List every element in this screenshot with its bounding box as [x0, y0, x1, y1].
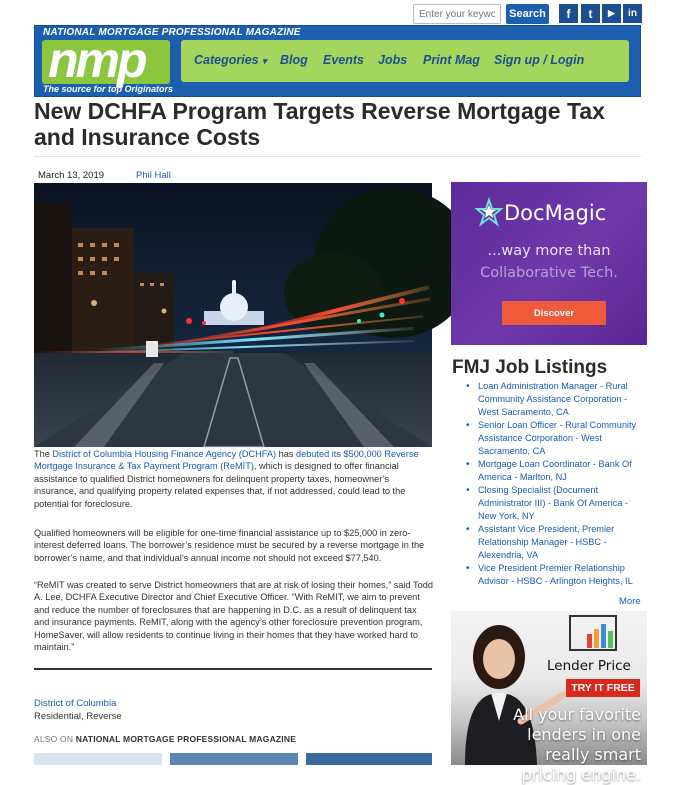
article-categories: Residential, Reverse: [34, 711, 122, 722]
nav-jobs[interactable]: Jobs: [378, 53, 408, 67]
related-thumb[interactable]: [306, 753, 432, 765]
remit-program-link[interactable]: debuted its $500,000 Reverse Mortgage Insurance & Tax Payment Program (ReMIT): [34, 449, 419, 472]
docmagic-line2: Collaborative Tech.: [480, 265, 618, 281]
tag-district-of-columbia[interactable]: District of Columbia: [34, 698, 117, 709]
magazine-name: NATIONAL MORTGAGE PROFESSIONAL MAGAZINE: [43, 27, 301, 38]
job-listings: [466, 380, 644, 588]
article-author-link[interactable]: Phil Hall: [136, 170, 171, 181]
site-logo[interactable]: [42, 32, 170, 88]
site-header: [34, 25, 641, 97]
search-input[interactable]: [413, 4, 501, 24]
divider: [34, 156, 641, 157]
facebook-icon[interactable]: f: [559, 4, 578, 23]
docmagic-line1: ...way more than: [487, 243, 611, 259]
nav-print-mag[interactable]: Print Mag: [423, 53, 480, 67]
tagline: The source for top Originators: [43, 84, 174, 94]
nav-events[interactable]: Events: [323, 53, 364, 67]
article-end-rule: [34, 668, 432, 670]
try-it-free-button[interactable]: TRY IT FREE: [566, 679, 640, 697]
nav-categories[interactable]: Categories ▾: [194, 53, 267, 67]
also-on-heading: ALSO ON NATIONAL MORTGAGE PROFESSIONAL MAGAZINE: [34, 734, 297, 744]
job-listings-title: FMJ Job Listings: [452, 357, 608, 378]
related-thumb[interactable]: [34, 753, 162, 765]
docmagic-star-icon: [476, 199, 502, 225]
docmagic-logo: DocMagic: [504, 201, 607, 225]
twitter-icon[interactable]: t: [581, 4, 600, 23]
job-listing-item[interactable]: • Closing Specialist (Document Administrator III) - Bank Of America - New York, NY: [466, 484, 644, 523]
logo-text: nmp: [48, 32, 145, 88]
article-hero-image: [34, 183, 432, 447]
job-listing-item[interactable]: • Mortgage Loan Coordinator - Bank Of America - Marlton, NJ: [466, 458, 644, 484]
linkedin-icon[interactable]: in: [623, 4, 642, 23]
nav-signup-login[interactable]: Sign up / Login: [494, 53, 585, 67]
article-paragraph-3: “ReMIT was created to serve District homeowners that are at risk of losing their homes,” said Todd A. Lee, DCHFA Executive Director and Chief Executive Officer. “With ReMIT, we aim to prevent and reduce the number of foreclosures that are happening in D.C. as a result of delinquent tax and insurance payments. ReMIT, along with the agency’s other foreclosure prevention program, HomeSaver, will allow residents to continue living in their homes that they have worked hard to maintain.”: [34, 580, 433, 653]
chevron-down-icon: ▾: [262, 56, 267, 66]
article-date: March 13, 2019: [38, 170, 105, 181]
docmagic-ad[interactable]: [451, 182, 647, 345]
lender-price-logo: Lender Price: [547, 658, 631, 674]
main-nav: [181, 40, 629, 82]
top-bar: [0, 3, 675, 25]
article-paragraph-2: Qualified homeowners will be eligible for one-time financial assistance up to $25,000 in zero-interest deferred loans. The borrower’s residence must be secured by a reverse mortgage in the borrower’s name, and that individual’s annual income not should not exceed $77,540.: [34, 528, 425, 563]
docmagic-discover-button[interactable]: Discover: [502, 301, 606, 325]
job-listings-more-link[interactable]: More: [619, 596, 641, 607]
lender-price-copy: All your favorite lenders in one really smart pricing engine.: [513, 705, 641, 784]
job-listing-item[interactable]: • Vice President Premier Relationship Advisor - HSBC - Arlington Heights, IL: [466, 562, 644, 588]
article-paragraph-1: The District of Columbia Housing Finance Agency (DCHFA) has debuted its $500,000 Reverse Mortgage Insurance & Tax Payment Program (ReMIT), which is designed to offer financial assistance to qualified District homeowners for delinquent property taxes, homeowner’s insurance, and qualifying property related expenses that, if not addressed, could lead to the potential for foreclosure.: [34, 449, 419, 509]
lender-price-ad[interactable]: [451, 611, 647, 784]
article-headline: New DCHFA Program Targets Reverse Mortgage Tax and Insurance Costs: [34, 98, 605, 150]
nav-blog[interactable]: Blog: [280, 53, 308, 67]
search-button[interactable]: Search: [506, 4, 549, 24]
job-listing-item[interactable]: • Senior Loan Officer - Rural Community Assistance Corporation - West Sacramento, CA: [466, 419, 644, 458]
youtube-icon[interactable]: ▶: [602, 4, 621, 23]
job-listing-item[interactable]: • Assistant Vice President, Premier Relationship Manager - HSBC - Alexendria, VA: [466, 523, 644, 562]
dchfa-link[interactable]: District of Columbia Housing Finance Agency (DCHFA): [52, 449, 277, 459]
job-listing-item[interactable]: • Loan Administration Manager - Rural Community Assistance Corporation - West Sacramento, CA: [466, 380, 644, 419]
related-thumb[interactable]: [170, 753, 298, 765]
